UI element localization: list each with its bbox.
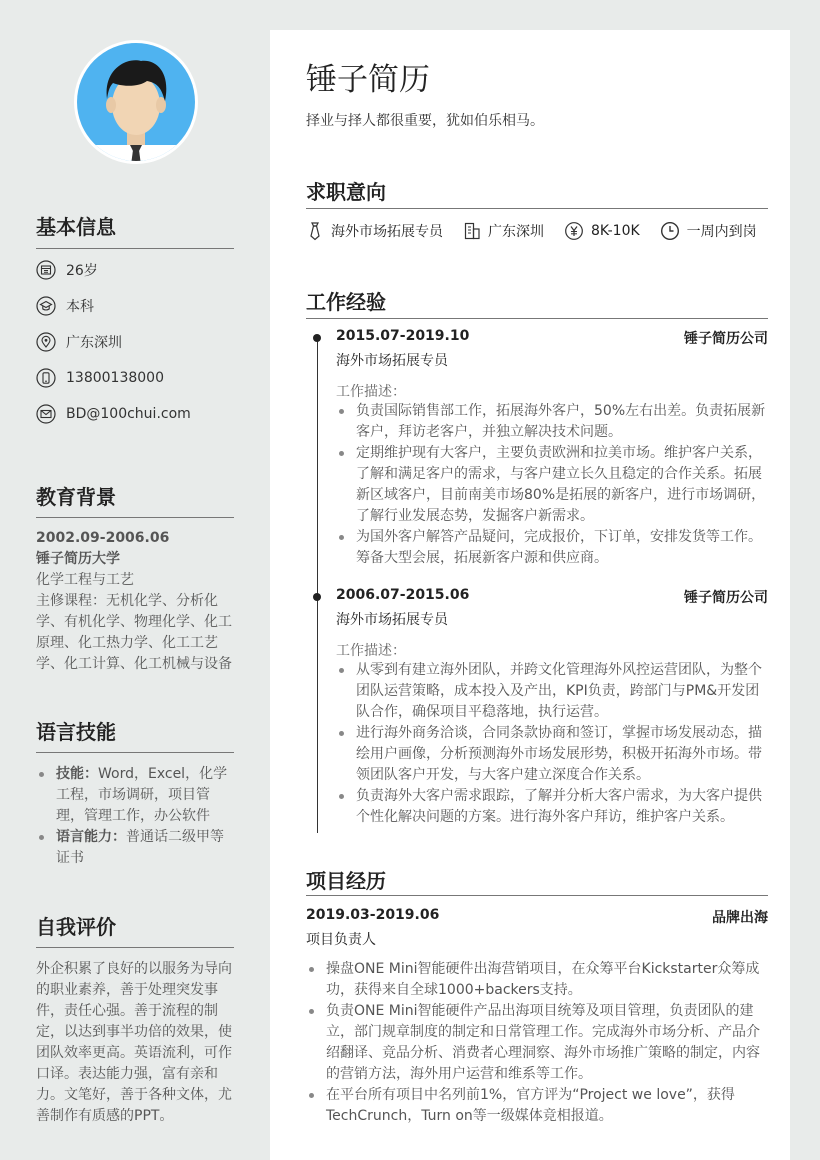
- job-desc-label: 工作描述：: [336, 384, 406, 400]
- job-company: 锤子简历公司: [684, 590, 768, 606]
- intent-row: [306, 221, 777, 241]
- job-bullets: [336, 660, 768, 828]
- job-bullets: [336, 401, 768, 569]
- info-age: [36, 259, 98, 281]
- sidebar: [0, 0, 270, 1160]
- info-location: [36, 331, 122, 353]
- timeline-dot: [313, 593, 321, 601]
- self-eval-title: 自我评价: [36, 915, 116, 939]
- phone-icon: [36, 368, 56, 388]
- list-item: 负责ONE Mini智能硬件产品出海项目统筹及项目管理，负责团队的建立，部门规章制度的制定和日常管理工作。完成海外市场分析、产品介绍翻译、竞品分析、消费者心理洞察、海外市场推广策略的制定，内容的营销方法，海外用户运营和维系等工作。: [306, 1001, 768, 1085]
- skills-value: Word，Excel，化学工程，市场调研，项目管理，管理工作，办公软件: [56, 766, 228, 824]
- lang-value: 普通话二级甲等证书: [56, 829, 224, 866]
- edu-school: 锤子简历大学: [36, 551, 120, 567]
- list-item: 从零到有建立海外团队，并跨文化管理海外风控运营团队，为整个团队运营策略，成本投入及产出，KPI负责，跨部门与PM&开发团队合作，确保项目平稳落地，执行运营。: [336, 660, 768, 723]
- list-item: 操盘ONE Mini智能硬件出海营销项目，在众筹平台Kickstarter众筹成功，获得来自全球1000+backers支持。: [306, 959, 768, 1001]
- intent-city-label: 广东深圳: [488, 224, 544, 240]
- self-eval-text: 外企积累了良好的以服务为导向的职业素养，善于处理突发事件，责任心强。善于流程的制定，以达到事半功倍的效果，使团队效率更高。英语流利，可作口译。表达能力强，富有亲和力。文笔好，善于各种文体，尤善制作有质感的PPT。: [36, 961, 232, 1124]
- job-company: 锤子简历公司: [684, 331, 768, 347]
- intent-salary-label: 8K-10K: [591, 223, 640, 239]
- list-item: [36, 764, 236, 827]
- clock-icon: [660, 221, 680, 241]
- yen-icon: [564, 221, 584, 241]
- graduation-cap-icon: [36, 296, 56, 316]
- calendar-icon: [36, 260, 56, 280]
- edu-major: 化学工程与工艺: [36, 572, 134, 588]
- phone-value: 13800138000: [66, 370, 164, 386]
- job-date: 2015.07-2019.10: [336, 328, 470, 344]
- project-bullets: [306, 959, 768, 1127]
- job-date: 2006.07-2015.06: [336, 587, 470, 603]
- divider: [36, 752, 234, 753]
- divider: [306, 895, 768, 896]
- job-position: 海外市场拓展专员: [336, 612, 448, 628]
- tie-icon: [306, 221, 324, 241]
- list-item: 在平台所有项目中名列前1%，官方评为“Project we love”，获得TechCrunch，Turn on等一级媒体竞相报道。: [306, 1085, 768, 1127]
- list-item: 负责国际销售部工作，拓展海外客户，50%左右出差。负责拓展新客户，拜访老客户，并独立解决技术问题。: [336, 401, 768, 443]
- email-value: BD@100chui.com: [66, 406, 191, 422]
- work-title: 工作经验: [306, 290, 386, 314]
- location-pin-icon: [36, 332, 56, 352]
- timeline-dot: [313, 334, 321, 342]
- intent-title: 求职意向: [306, 180, 386, 204]
- info-phone: [36, 367, 164, 389]
- page-title: 锤子简历: [306, 62, 430, 98]
- timeline-line: [317, 337, 318, 833]
- divider: [36, 248, 234, 249]
- slogan: 择业与择人都很重要，犹如伯乐相马。: [306, 113, 544, 129]
- intent-salary: [564, 221, 640, 241]
- intent-availability: [660, 221, 757, 241]
- info-email: [36, 403, 191, 425]
- edu-courses: 主修课程：无机化学、分析化学、有机化学、物理化学、化工原理、化工热力学、化工工艺学、化工计算、化工机械与设备: [36, 593, 232, 672]
- avatar: [74, 40, 198, 164]
- age-value: 26岁: [66, 263, 98, 279]
- divider: [36, 947, 234, 948]
- list-item: [36, 827, 236, 869]
- intent-city: [463, 221, 544, 241]
- skills-label: 技能：: [56, 766, 98, 782]
- edu-date: 2002.09-2006.06: [36, 530, 170, 546]
- intent-position: [306, 221, 443, 241]
- intent-position-label: 海外市场拓展专员: [331, 224, 443, 240]
- location-value: 广东深圳: [66, 335, 122, 351]
- project-date: 2019.03-2019.06: [306, 907, 440, 923]
- skills-list: [36, 764, 236, 869]
- project-role: 项目负责人: [306, 932, 376, 948]
- job-desc-label: 工作描述：: [336, 643, 406, 659]
- divider: [306, 208, 768, 209]
- building-icon: [463, 221, 481, 241]
- basic-info-title: 基本信息: [36, 215, 116, 239]
- list-item: 定期维护现有大客户，主要负责欧洲和拉美市场。维护客户关系，了解和满足客户的需求，与客户建立长久且稳定的合作关系。拓展新区域客户，目前南美市场80%是拓展的新客户，进行市场调研，了解行业发展态势，发掘客户新需求。: [336, 443, 768, 527]
- degree-value: 本科: [66, 299, 94, 315]
- mail-icon: [36, 404, 56, 424]
- divider: [36, 517, 234, 518]
- job-position: 海外市场拓展专员: [336, 353, 448, 369]
- lang-label: 语言能力：: [56, 829, 126, 845]
- info-degree: [36, 295, 94, 317]
- list-item: 负责海外大客户需求跟踪，了解并分析大客户需求，为大客户提供个性化解决问题的方案。进行海外客户拜访，维护客户关系。: [336, 786, 768, 828]
- list-item: 为国外客户解答产品疑问，完成报价，下订单，安排发货等工作。筹备大型会展，拓展新客户源和供应商。: [336, 527, 768, 569]
- intent-availability-label: 一周内到岗: [686, 224, 757, 240]
- language-title: 语言技能: [36, 720, 116, 744]
- main-panel: [270, 30, 790, 1160]
- project-title: 项目经历: [306, 869, 386, 893]
- project-brand: 品牌出海: [712, 910, 768, 926]
- education-title: 教育背景: [36, 485, 116, 509]
- list-item: 进行海外商务洽谈，合同条款协商和签订，掌握市场发展动态，描绘用户画像，分析预测海外市场发展形势，积极开拓海外市场。带领团队客户开发，与大客户建立深度合作关系。: [336, 723, 768, 786]
- divider: [306, 318, 768, 319]
